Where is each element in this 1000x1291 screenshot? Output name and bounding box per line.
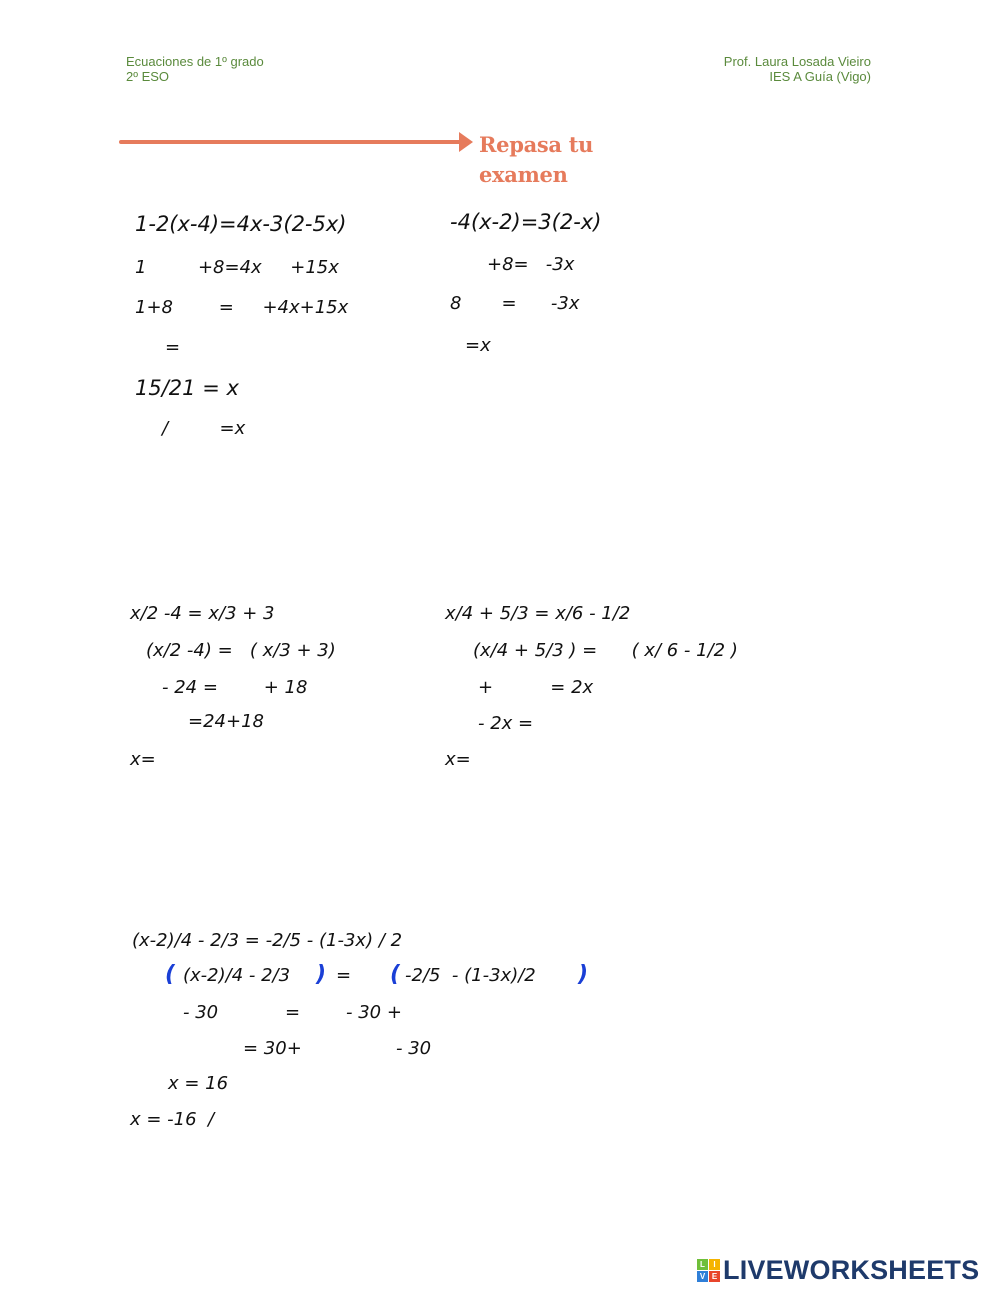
equation-line: =	[285, 1002, 301, 1023]
page-title: Repasa tu examen	[479, 132, 594, 187]
equation-line: + = 2x	[478, 677, 594, 698]
equation-line: 1 +8=4x +15x	[135, 257, 339, 278]
equation-line: x=	[445, 749, 471, 770]
liveworksheets-logo[interactable]	[697, 1256, 979, 1284]
logo-tile: L	[697, 1259, 708, 1270]
bracket-close: )	[578, 962, 589, 987]
worksheet-topic: Ecuaciones de 1º grado	[126, 54, 264, 69]
equation-line: / =x	[162, 418, 246, 439]
equation-line: =24+18	[188, 711, 264, 732]
arrow-right-icon	[459, 132, 473, 152]
equation-line: = 30+	[243, 1038, 302, 1059]
equation-line: - 24 = + 18	[162, 677, 308, 698]
equation-line: -2/5 - (1-3x)/2	[405, 965, 536, 986]
equation-line: (x/2 -4) = ( x/3 + 3)	[146, 640, 336, 661]
logo-tiles-icon	[697, 1259, 720, 1282]
equation-line: =	[336, 965, 352, 986]
equation-line: x/2 -4 = x/3 + 3	[130, 603, 275, 624]
equation-line: 8 = -3x	[450, 293, 580, 314]
header-right	[724, 54, 871, 84]
logo-tile: E	[709, 1271, 720, 1282]
equation-line: x=	[130, 749, 156, 770]
arrow-line	[119, 140, 461, 144]
bracket-open: (	[165, 962, 176, 987]
equation-line: - 2x =	[478, 713, 534, 734]
equation-line: (x-2)/4 - 2/3	[183, 965, 291, 986]
equation-line: (x/4 + 5/3 ) = ( x/ 6 - 1/2 )	[473, 640, 738, 661]
equation-line: - 30	[183, 1002, 219, 1023]
equation-line: x = 16	[168, 1073, 229, 1094]
equation-line: (x-2)/4 - 2/3 = -2/5 - (1-3x) / 2	[132, 930, 403, 951]
equation-line: 1-2(x-4)=4x-3(2-5x)	[135, 212, 347, 236]
teacher-name: Prof. Laura Losada Vieiro	[723, 54, 871, 69]
equation-line: x/4 + 5/3 = x/6 - 1/2	[445, 603, 631, 624]
equation-line: =x	[465, 335, 491, 356]
equation-line: +8= -3x	[487, 254, 575, 275]
equation-line: 15/21 = x	[135, 376, 239, 400]
equation-line: -4(x-2)=3(2-x)	[450, 210, 602, 234]
bracket-open: (	[390, 962, 401, 987]
logo-tile: I	[709, 1259, 720, 1270]
logo-text: LIVEWORKSHEETS	[723, 1254, 980, 1285]
title-banner	[119, 130, 679, 187]
equation-line: 1+8 = +4x+15x	[135, 297, 349, 318]
school-name: IES A Guía (Vigo)	[769, 69, 871, 84]
equation-line: - 30 +	[346, 1002, 402, 1023]
bracket-close: )	[316, 962, 327, 987]
equation-line: x = -16 /	[130, 1109, 215, 1130]
equation-line: - 30	[396, 1038, 432, 1059]
equation-line: =	[165, 337, 181, 358]
logo-tile: V	[697, 1271, 708, 1282]
header-left	[126, 54, 264, 84]
course-level: 2º ESO	[126, 69, 170, 84]
